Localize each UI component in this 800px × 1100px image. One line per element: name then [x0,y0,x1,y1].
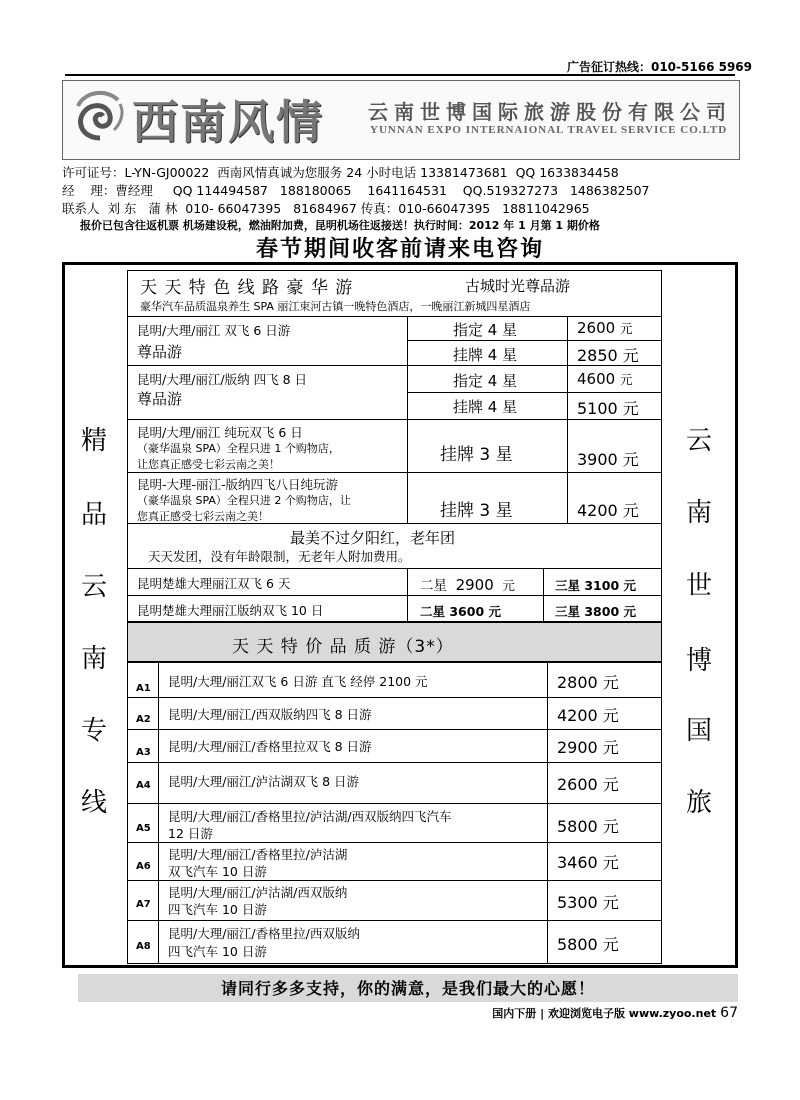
luxury-title: 天 天 特 色 线 路 豪 华 游 [140,278,354,298]
divider [567,316,568,523]
divider [127,316,662,317]
divider [127,568,662,569]
price: 2600 元 [577,319,633,337]
route-name: 尊品游 [137,343,183,361]
divider [127,803,662,804]
price: 2800 元 [557,673,619,692]
right-char: 旅 [685,788,712,818]
price: 二星 3600 元 [420,604,501,619]
route-text: 让您真正感受七彩云南之美！ [137,458,280,471]
divider [407,392,662,393]
divider [158,662,159,964]
headline: 春节期间收客前请来电咨询 [255,237,544,262]
route-text: 昆明/大理/丽江/香格里拉/泸沽湖/西双版纳四飞汽车 [168,809,452,824]
price: 3460 元 [557,853,619,872]
route-text: （豪华温泉 SPA）全程只进 1 个购物店， [137,442,340,455]
price-notice: 报价已包含往返机票 机场建设税，燃油附加费，昆明机场往返接送！执行时间：2012 年 1 月第 1 期价格 [80,219,600,232]
left-char: 品 [80,500,107,530]
route-text: 昆明/大理/丽江双飞 6 日游 直飞 经停 2100 元 [168,674,428,689]
senior-desc: 天天发团，没有年龄限制，无老年人附加费用。 [148,549,411,564]
right-char: 国 [685,716,712,746]
left-char: 线 [80,788,107,818]
divider [543,568,544,622]
page-footer [450,1005,738,1021]
left-char: 精 [80,426,107,456]
divider [127,920,662,921]
route-text: 昆明/大理/丽江/香格里拉双飞 8 日游 [168,739,372,754]
route-text: 昆明-大理-丽江-版纳四飞八日纯玩游 [137,477,339,492]
hotel-grade: 挂牌 4 星 [453,398,518,416]
hotel-grade: 指定 4 星 [453,321,518,339]
right-char: 博 [685,646,712,676]
route-text: 双飞汽车 10 日游 [168,864,267,879]
left-char: 南 [80,644,107,674]
price: 4200 元 [557,706,619,725]
price: 5800 元 [557,817,619,836]
divider [127,729,662,730]
page-info: 国内下册 | 欢迎浏览电子版 www.zyoo.net [492,1007,717,1020]
divider [127,842,662,843]
route-text: 昆明/大理/丽江/泸沽湖双飞 8 日游 [168,774,360,789]
divider [127,762,662,763]
price: 3900 元 [577,450,639,469]
route-code: A4 [136,780,151,791]
route-text: 昆明/大理/丽江/香格里拉/泸沽湖 [168,847,348,862]
divider [547,662,548,964]
company-name-cn: 云南世博国际旅游股份有限公司 [368,100,732,124]
right-char: 世 [685,571,712,601]
ad-hotline: 广告征订热线：010-5166 5969 [566,60,752,74]
price: 三星 3800 元 [555,604,636,619]
route-text: 昆明/大理/丽江/西双版纳四飞 8 日游 [168,707,372,722]
route-text: （豪华温泉 SPA）全程只进 2 个购物店，让 [137,494,351,507]
route-text: 昆明楚雄大理丽江双飞 6 天 [137,576,291,591]
logo-title: 西南风情 [132,95,324,149]
contact-line: 联系人 刘 东 蒲 林 010- 66047395 81684967 传真：010-66047395 18811042965 [62,201,590,216]
route-code: A6 [136,861,151,872]
route-text: 昆明/大理/丽江 双飞 6 日游 [137,323,291,338]
hotel-grade: 挂牌 3 星 [440,445,513,465]
route-text: 昆明楚雄大理丽江版纳双飞 10 日 [137,603,324,618]
swirl-logo-icon [70,86,130,146]
divider [127,419,662,420]
hotel-grade: 挂牌 3 星 [440,501,513,521]
route-text: 昆明/大理/丽江 纯玩双飞 6 日 [137,425,303,440]
divider [127,472,662,473]
route-name: 尊品游 [137,390,183,408]
divider [127,595,662,596]
route-code: A2 [136,714,151,725]
divider [127,697,662,698]
hotel-grade: 指定 4 星 [453,372,518,390]
route-text: 昆明/大理/丽江/香格里拉/西双版纳 [168,926,360,941]
route-code: A5 [136,823,151,834]
hotel-grade: 挂牌 4 星 [453,346,518,364]
route-code: A8 [136,941,151,952]
manager-line: 经 理：曹经理 QQ 114494587 188180065 1641164531 QQ.519327273 1486382507 [62,183,650,198]
price: 二星 2900 元 [420,576,515,594]
top-rule [65,74,735,76]
price: 三星 3100 元 [555,578,636,593]
senior-title: 最美不过夕阳红，老年团 [290,529,456,547]
route-code: A3 [136,747,151,758]
route-code: A1 [136,683,151,694]
price: 5300 元 [557,893,619,912]
route-text: 昆明/大理/丽江/版纳 四飞 8 日 [137,372,308,387]
divider [407,340,662,341]
luxury-desc: 豪华汽车品质温泉养生 SPA 丽江束河古镇一晚特色酒店，一晚丽江新城四星酒店 [140,300,531,313]
route-code: A7 [136,899,151,910]
price: 4600 元 [577,370,633,388]
price: 2600 元 [557,775,619,794]
divider [127,880,662,881]
price: 2850 元 [577,346,639,365]
route-text: 12 日游 [168,826,213,841]
footer-slogan: 请同行多多支持，你的满意，是我们最大的心愿！ [220,979,595,998]
price: 5800 元 [557,935,619,954]
price: 2900 元 [557,738,619,757]
right-vertical-label [661,270,736,964]
luxury-subtitle: 古城时光尊品游 [465,277,571,295]
right-char: 云 [685,426,712,456]
route-text: 您真正感受七彩云南之美！ [137,510,269,523]
left-char: 专 [80,716,107,746]
left-vertical-label [62,262,127,968]
divider [407,568,408,622]
license-line: 许可证号：L-YN-GJ00022 西南风情真诚为您服务 24 小时电话 13381473681 QQ 1633834458 [62,165,619,180]
company-name-en: YUNNAN EXPO INTERNAIONAL TRAVEL SERVICE CO.LTD [370,124,728,136]
right-char: 南 [685,498,712,528]
price: 5100 元 [577,399,639,418]
special-title: 天 天 特 价 品 质 游（3*） [232,637,454,657]
route-text: 四飞汽车 10 日游 [168,944,267,959]
price: 4200 元 [577,501,639,520]
left-char: 云 [80,572,107,602]
divider [407,316,408,523]
page-number: 67 [720,1005,738,1021]
route-text: 昆明/大理/丽江/泸沽湖/西双版纳 [168,885,348,900]
route-text: 四飞汽车 10 日游 [168,902,267,917]
